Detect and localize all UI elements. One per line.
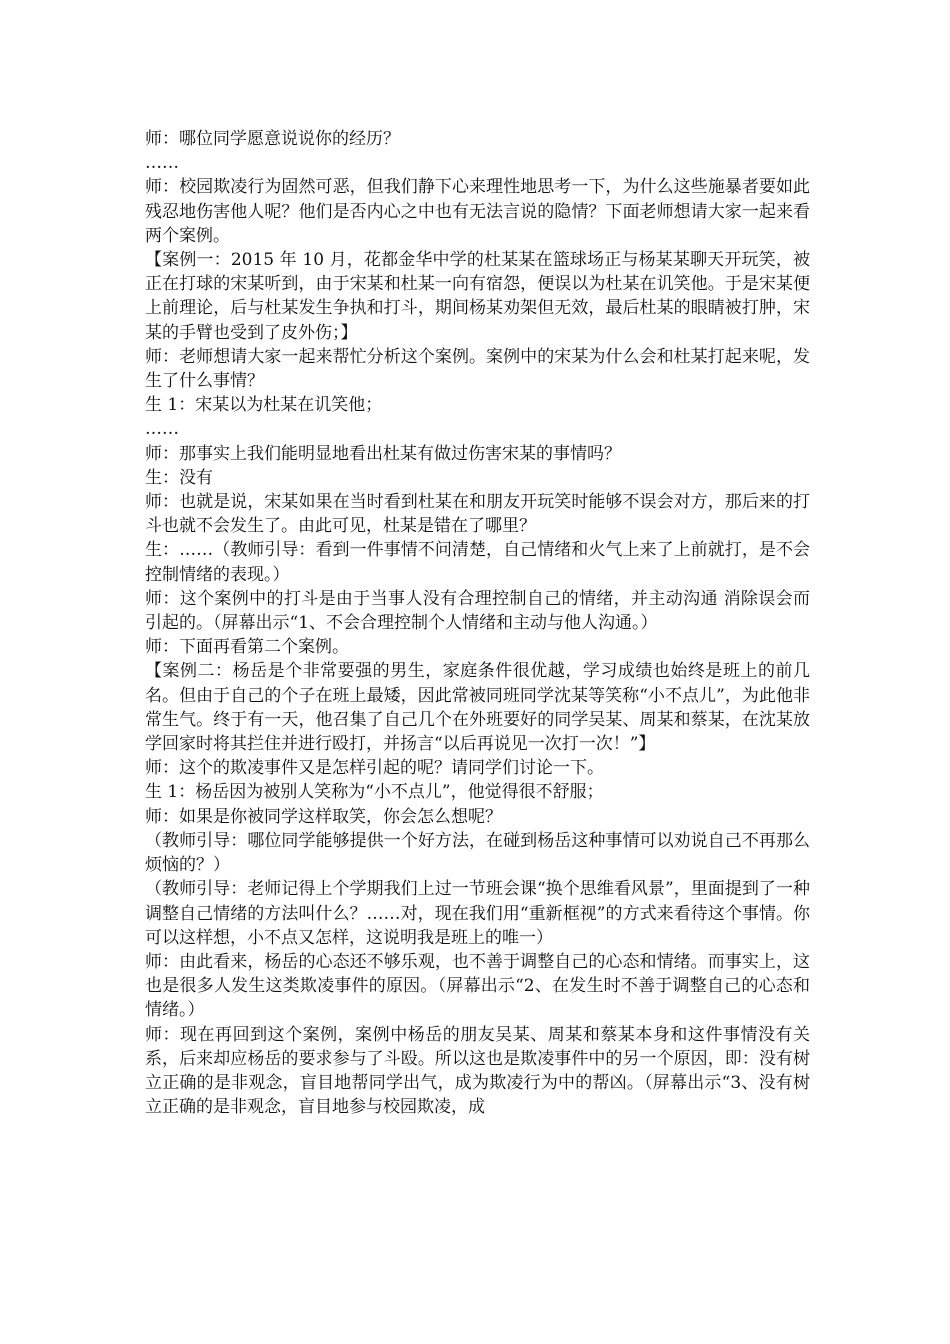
paragraph-2: ……	[145, 153, 179, 174]
paragraph-17: 师：如果是你被同学这样取笑，你会怎么想呢？	[145, 806, 502, 827]
paragraph-20: 师：由此看来，杨岳的心态还不够乐观，也不善于调整自己的心态和情绪。而事实上，这也是很多人发生这类欺凌事件的原因。（屏幕出示“2、在发生时不善于调整自己的心态和情绪。）	[145, 951, 810, 1021]
paragraph-1: 师：哪位同学愿意说说你的经历？	[145, 129, 400, 149]
paragraph-9: 生：没有	[145, 467, 213, 488]
paragraph-3: 师：校园欺凌行为固然可恶，但我们静下心来理性地思考一下，为什么这些施暴者要如此残忍地伤害他人呢？他们是否内心之中也有无法言说的隐情？下面老师想请大家一起来看两个案例。	[145, 177, 810, 246]
document-body	[145, 127, 810, 1119]
paragraph-21: 师：现在再回到这个案例，案例中杨岳的朋友吴某、周某和蔡某本身和这件事情没有关系，后来却应杨岳的要求参与了斗殴。所以这也是欺凌事件中的另一个原因，即：没有树立正确的是非观念，盲目地帮同学出气，成为欺凌行为中的帮凶。（屏幕出示“3、没有树立正确的是非观念，盲目地参与校园欺凌，成	[145, 1024, 810, 1118]
paragraph-11: 生：……（教师引导：看到一件事情不问清楚，自己情绪和火气上来了上前就打，是不会控制情绪的表现。）	[145, 540, 810, 585]
paragraph-6: 生 1：宋某以为杜某在讥笑他；	[145, 395, 383, 416]
paragraph-10: 师：也就是说，宋某如果在当时看到杜某在和朋友开玩笑时能够不误会对方，那后来的打斗也就不会发生了。由此可见，杜某是错在了哪里？	[145, 492, 810, 537]
paragraph-13: 师：下面再看第二个案例。	[145, 637, 349, 658]
paragraph-5: 师：老师想请大家一起来帮忙分析这个案例。案例中的宋某为什么会和杜某打起来呢，发生了什么事情？	[145, 346, 810, 392]
paragraph-19: （教师引导：老师记得上个学期我们上过一节班会课“换个思维看风景”，里面提到了一种调整自己情绪的方法叫什么？……对，现在我们用“重新框视”的方式来看待这个事情。你可以这样想，小不点又怎样，这说明我是班上的唯一）	[145, 879, 810, 948]
paragraph-15: 师：这个的欺凌事件又是怎样引起的呢？请同学们讨论一下。	[145, 758, 604, 779]
case-two-paragraph: 【案例二：杨岳是个非常要强的男生，家庭条件很优越，学习成绩也始终是班上的前几名。但由于自己的个子在班上最矮，因此常被同班同学沈某等笑称“小不点儿”，为此他非常生气。终于有一天，他召集了自己几个在外班要好的同学吴某、周某和蔡某，在沈某放学回家时将其拦住并进行殴打，并扬言“以后再说见一次打一次！”】	[145, 661, 810, 755]
paragraph-16: 生 1：杨岳因为被别人笑称为“小不点儿”，他觉得很不舒服；	[145, 782, 604, 803]
case-one-paragraph: 【案例一：2015 年 10 月，花都金华中学的杜某某在篮球场正与杨某某聊天开玩笑，被正在打球的宋某听到，由于宋某和杜某一向有宿怨，便误以为杜某在讥笑他。于是宋某便上前理论，后与杜某发生争执和打斗，期间杨某劝架但无效，最后杜某的眼睛被打肿，宋某的手臂也受到了皮外伤；】	[145, 250, 810, 343]
paragraph-8: 师：那事实上我们能明显地看出杜某有做过伤害宋某的事情吗？	[145, 443, 621, 464]
paragraph-18: （教师引导：哪位同学能够提供一个好方法，在碰到杨岳这种事情可以劝说自己不再那么烦恼的？）	[145, 830, 810, 876]
paragraph-7: ……	[145, 419, 179, 440]
paragraph-12: 师：这个案例中的打斗是由于当事人没有合理控制自己的情绪，并主动沟通 消除误会而引起的。（屏幕出示“1、不会合理控制个人情绪和主动与他人沟通。）	[145, 588, 810, 634]
